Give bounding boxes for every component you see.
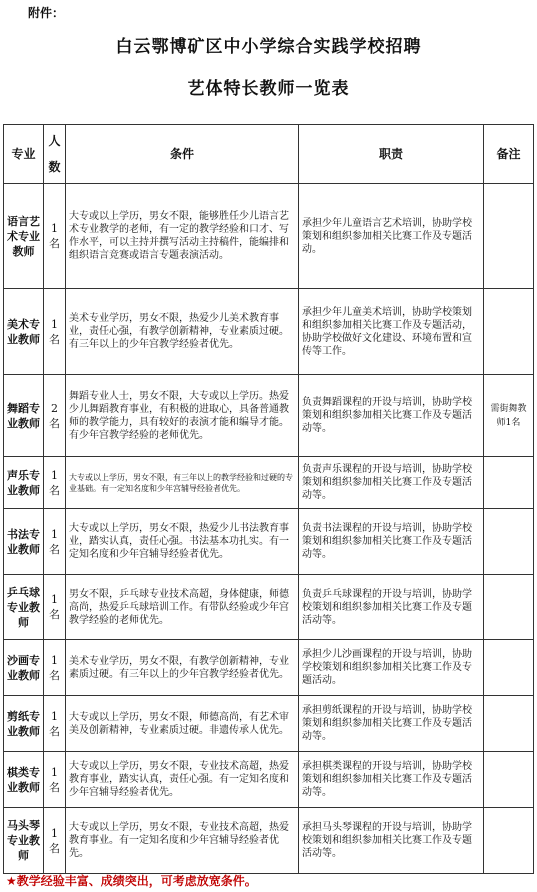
cell-conditions: 大专或以上学历，男女不限，热爱少儿书法教育事业，踏实认真，责任心强。书法基本功扎实。有一定知名度和少年宫辅导经验者优先。 xyxy=(66,509,299,575)
attachment-label: 附件： xyxy=(28,6,65,20)
cell-duties: 负责乒乓球课程的开设与培训，协助学校策划和组织参加相关比赛工作及专题活动等。 xyxy=(299,575,484,640)
table-header-row xyxy=(4,125,534,184)
column-header-conditions: 条件 xyxy=(66,125,299,184)
column-header-note: 备注 xyxy=(484,125,534,184)
footer-note: ★教学经验丰富、成绩突出，可考虑放宽条件。 xyxy=(6,874,257,888)
column-header-count: 人数 xyxy=(44,125,66,184)
cell-major: 沙画专业教师 xyxy=(4,640,44,696)
table-row xyxy=(4,375,534,457)
cell-count: 1名 xyxy=(44,808,66,874)
cell-count: 1名 xyxy=(44,696,66,752)
cell-note xyxy=(484,289,534,375)
column-header-major: 专业 xyxy=(4,125,44,184)
table-row xyxy=(4,752,534,808)
cell-conditions: 男女不限，乒乓球专业技术高超，身体健康，师德高尚，热爱乒乓球培训工作。有带队经验或少年宫教学经验的老师优先。 xyxy=(66,575,299,640)
cell-major: 乒乓球专业教师 xyxy=(4,575,44,640)
table-row xyxy=(4,509,534,575)
column-header-duties: 职责 xyxy=(299,125,484,184)
cell-conditions: 大专或以上学历，男女不限，专业技术高超，热爱教育事业。有一定知名度和少年宫辅导经验者优先。 xyxy=(66,808,299,874)
table-row xyxy=(4,575,534,640)
table-row xyxy=(4,289,534,375)
cell-note: 需街舞教师1名 xyxy=(484,375,534,457)
cell-duties: 承担剪纸课程的开设与培训，协助学校策划和组织参加相关比赛工作及专题活动等。 xyxy=(299,696,484,752)
cell-note xyxy=(484,509,534,575)
cell-major: 棋类专业教师 xyxy=(4,752,44,808)
recruitment-table xyxy=(3,124,534,874)
cell-note xyxy=(484,808,534,874)
cell-count: 1名 xyxy=(44,640,66,696)
cell-duties: 负责舞蹈课程的开设与培训，协助学校策划和组织参加相关比赛工作及专题活动等。 xyxy=(299,375,484,457)
cell-major: 声乐专业教师 xyxy=(4,457,44,509)
cell-count: 1名 xyxy=(44,184,66,289)
table-row xyxy=(4,457,534,509)
cell-count: 1名 xyxy=(44,457,66,509)
cell-duties: 承担棋类课程的开设与培训，协助学校策划和组织参加相关比赛工作及专题活动等。 xyxy=(299,752,484,808)
cell-count: 1名 xyxy=(44,752,66,808)
table-row xyxy=(4,696,534,752)
cell-major: 剪纸专业教师 xyxy=(4,696,44,752)
cell-note xyxy=(484,640,534,696)
cell-duties: 承担少年儿童语言艺术培训，协助学校策划和组织参加相关比赛工作及专题活动。 xyxy=(299,184,484,289)
cell-count: 1名 xyxy=(44,575,66,640)
cell-note xyxy=(484,752,534,808)
cell-duties: 承担少年儿童美术培训，协助学校策划和组织参加相关比赛工作及专题活动，协助学校做好文化建设、环境布置和宣传等工作。 xyxy=(299,289,484,375)
page-subtitle: 艺体特长教师一览表 xyxy=(187,79,350,99)
cell-note xyxy=(484,575,534,640)
table-row xyxy=(4,640,534,696)
cell-note xyxy=(484,696,534,752)
cell-major: 语言艺术专业教师 xyxy=(4,184,44,289)
cell-conditions: 大专或以上学历，男女不限，能够胜任少儿语言艺术专业教学的老师，有一定的教学经验和口才、写作水平，可以主持并撰写活动主持稿件，能编排和组织语言竞赛或语言专题表演活动。 xyxy=(66,184,299,289)
cell-major: 美术专业教师 xyxy=(4,289,44,375)
cell-major: 书法专业教师 xyxy=(4,509,44,575)
cell-conditions: 大专或以上学历，男女不限，专业技术高超，热爱教育事业，踏实认真，责任心强。有一定知名度和少年宫辅导经验者优先。 xyxy=(66,752,299,808)
cell-count: 1名 xyxy=(44,509,66,575)
cell-duties: 承担少儿沙画课程的开设与培训，协助学校策划和组织参加相关比赛工作及专题活动。 xyxy=(299,640,484,696)
cell-major: 舞蹈专业教师 xyxy=(4,375,44,457)
cell-conditions: 美术专业学历，男女不限，有教学创新精神，专业素质过硬。有三年以上的少年宫教学经验者优先。 xyxy=(66,640,299,696)
cell-duties: 承担马头琴课程的开设与培训，协助学校策划和组织参加相关比赛工作及专题活动等。 xyxy=(299,808,484,874)
cell-note xyxy=(484,457,534,509)
cell-count: 1名 xyxy=(44,289,66,375)
table-row xyxy=(4,184,534,289)
page-title: 白云鄂博矿区中小学综合实践学校招聘 xyxy=(115,37,422,57)
cell-duties: 负责声乐课程的开设与培训，协助学校策划和组织参加相关比赛工作及专题活动等。 xyxy=(299,457,484,509)
cell-duties: 负责书法课程的开设与培训，协助学校策划和组织参加相关比赛工作及专题活动等。 xyxy=(299,509,484,575)
cell-count: 2名 xyxy=(44,375,66,457)
cell-conditions: 美术专业学历，男女不限，热爱少儿美术教育事业，责任心强，有教学创新精神，专业素质过硬。有三年以上的少年宫教学经验者优先。 xyxy=(66,289,299,375)
table-row xyxy=(4,808,534,874)
cell-major: 马头琴专业教师 xyxy=(4,808,44,874)
cell-conditions: 大专或以上学历，男女不限，师德高尚，有艺术审美及创新精神，专业素质过硬。非遗传承人优先。 xyxy=(66,696,299,752)
cell-note xyxy=(484,184,534,289)
cell-conditions: 大专或以上学历，男女不限，有三年以上的教学经验和过硬的专业基础。有一定知名度和少年宫辅导经验者优先。 xyxy=(66,457,299,509)
cell-conditions: 舞蹈专业人士，男女不限，大专或以上学历。热爱少儿舞蹈教育事业，有积极的进取心，具备普通教师的教学能力，具有较好的表演才能和编导才能。有少年宫教学经验的老师优先。 xyxy=(66,375,299,457)
